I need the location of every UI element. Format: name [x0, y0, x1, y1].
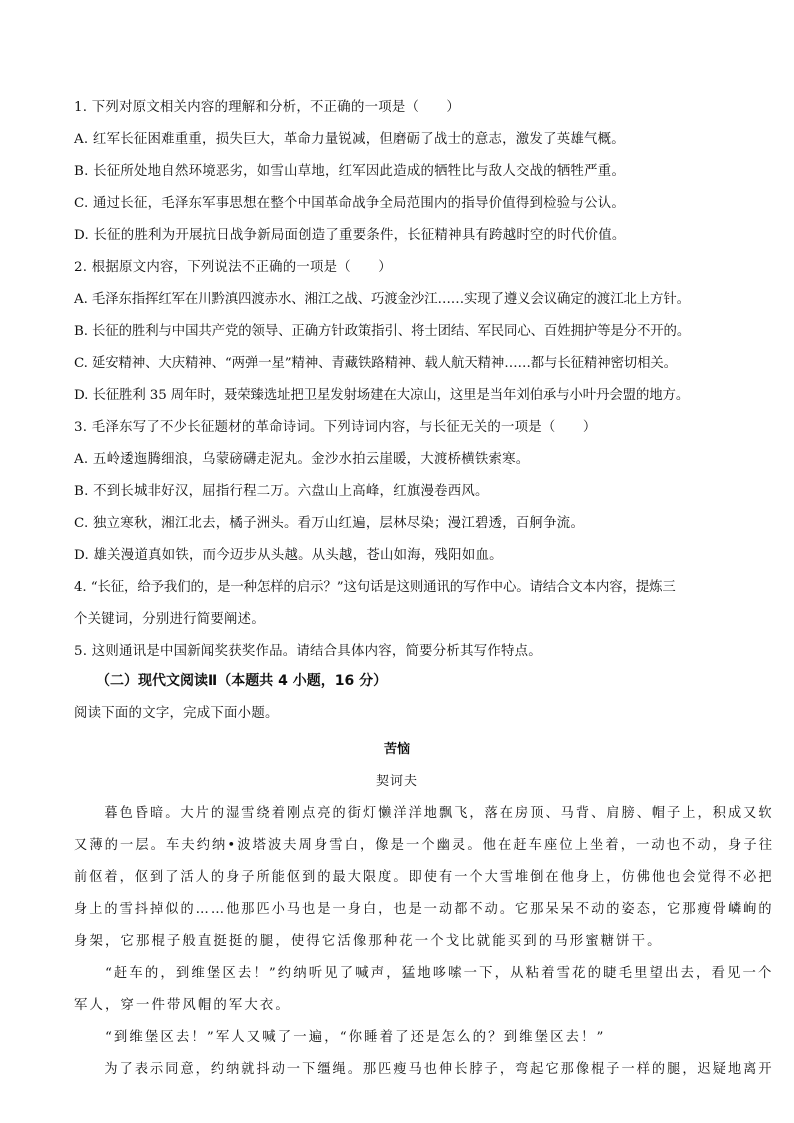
question-3-option-c: C. 独立寒秋，湘江北去，橘子洲头。看万山红遍，层林尽染；漫江碧透，百舸争流。	[74, 516, 585, 531]
question-2-option-c: C. 延安精神、大庆精神、“两弹一星”精神、青藏铁路精神、载人航天精神……都与长征精神密切相关。	[74, 356, 677, 371]
story-author: 契诃夫	[375, 774, 418, 789]
question-2-option-d: D. 长征胜利 35 周年时，聂荣臻选址把卫星发射场建在大凉山，这里是当年刘伯承与小叶丹会盟的地方。	[74, 388, 690, 403]
question-1-option-b: B. 长征所处地自然环境恶劣，如雪山草地，红军因此造成的牺牲比与敌人交战的牺牲严重。	[74, 164, 626, 179]
question-5-stem: 5. 这则通讯是中国新闻奖获奖作品。请结合具体内容，简要分析其写作特点。	[74, 644, 542, 659]
question-3-option-a: A. 五岭逶迤腾细浪，乌蒙磅礴走泥丸。金沙水拍云崖暖，大渡桥横铁索寒。	[74, 452, 530, 467]
question-2-option-b: B. 长征的胜利与中国共产党的领导、正确方针政策指引、将士团结、军民同心、百姓拥护等是分不开的。	[74, 324, 691, 339]
story-title: 苦恼	[383, 742, 410, 757]
question-1-option-d: D. 长征的胜利为开展抗日战争新局面创造了重要条件，长征精神具有跨越时空的时代价值。	[74, 228, 626, 243]
story-paragraph-line: “到维堡区去！”军人又喊了一遍，“你睡着了还是怎么的？到维堡区去！”	[74, 1030, 606, 1045]
question-1-stem: 1. 下列对原文相关内容的理解和分析，不正确的一项是（ ）	[74, 100, 461, 115]
story-paragraph-line: 暮色昏暗。大片的湿雪绕着刚点亮的街灯懒洋洋地飘飞，落在房顶、马背、肩膀、帽子上，积成又软	[74, 806, 774, 821]
story-paragraph-line: 军人，穿一件带风帽的军大衣。	[74, 998, 291, 1013]
story-paragraph-line: 前伛着，伛到了活人的身子所能伛到的最大限度。即使有一个大雪堆倒在他身上，仿佛他也会觉得不必把	[74, 870, 774, 885]
question-2-option-a: A. 毛泽东指挥红军在川黔滇四渡赤水、湘江之战、巧渡金沙江……实现了遵义会议确定的渡江北上方针。	[74, 292, 690, 307]
story-paragraph-line: 又薄的一层。车夫约纳•波塔波夫周身雪白，像是一个幽灵。他在赶车座位上坐着，一动也不动，身子往	[74, 838, 775, 853]
question-4-line-2: 个关键词，分别进行简要阐述。	[74, 612, 265, 627]
story-paragraph-line: 身上的雪抖掉似的……他那匹小马也是一身白，也是一动都不动。它那呆呆不动的姿态，它那瘦骨嶙峋的	[74, 902, 774, 917]
question-2-stem: 2. 根据原文内容，下列说法不正确的一项是（ ）	[74, 260, 392, 275]
story-paragraph-line: “赶车的，到维堡区去！”约纳听见了喊声，猛地哆嗦一下，从粘着雪花的睫毛里望出去，看见一个	[74, 966, 774, 981]
question-3-option-d: D. 雄关漫道真如铁，而今迈步从头越。从头越，苍山如海，残阳如血。	[74, 548, 503, 563]
story-paragraph-line: 身架，它那棍子般直挺挺的腿，使得它活像那种花一个戈比就能买到的马形蜜糖饼干。	[74, 934, 663, 949]
question-3-option-b: B. 不到长城非好汉，屈指行程二万。六盘山上高峰，红旗漫卷西风。	[74, 484, 489, 499]
question-3-stem: 3. 毛泽东写了不少长征题材的革命诗词。下列诗词内容，与长征无关的一项是（ ）	[74, 420, 597, 435]
story-paragraph-line: 为了表示同意，约纳就抖动一下缰绳。那匹瘦马也伸长脖子，弯起它那像棍子一样的腿，迟疑地离开	[74, 1062, 774, 1077]
reading-instruction: 阅读下面的文字，完成下面小题。	[74, 706, 279, 721]
question-1-option-a: A. 红军长征困难重重，损失巨大，革命力量锐减，但磨砺了战士的意志，激发了英雄气概。	[74, 132, 625, 147]
question-1-option-c: C. 通过长征，毛泽东军事思想在整个中国革命战争全局范围内的指导价值得到检验与公认。	[74, 196, 626, 211]
question-4-line-1: 4. “长征，给予我们的，是一种怎样的启示？”这句话是这则通讯的写作中心。请结合文本内容，提炼三	[74, 580, 676, 595]
section-heading: （二）现代文阅读Ⅱ（本题共 4 小题，16 分）	[96, 673, 388, 689]
